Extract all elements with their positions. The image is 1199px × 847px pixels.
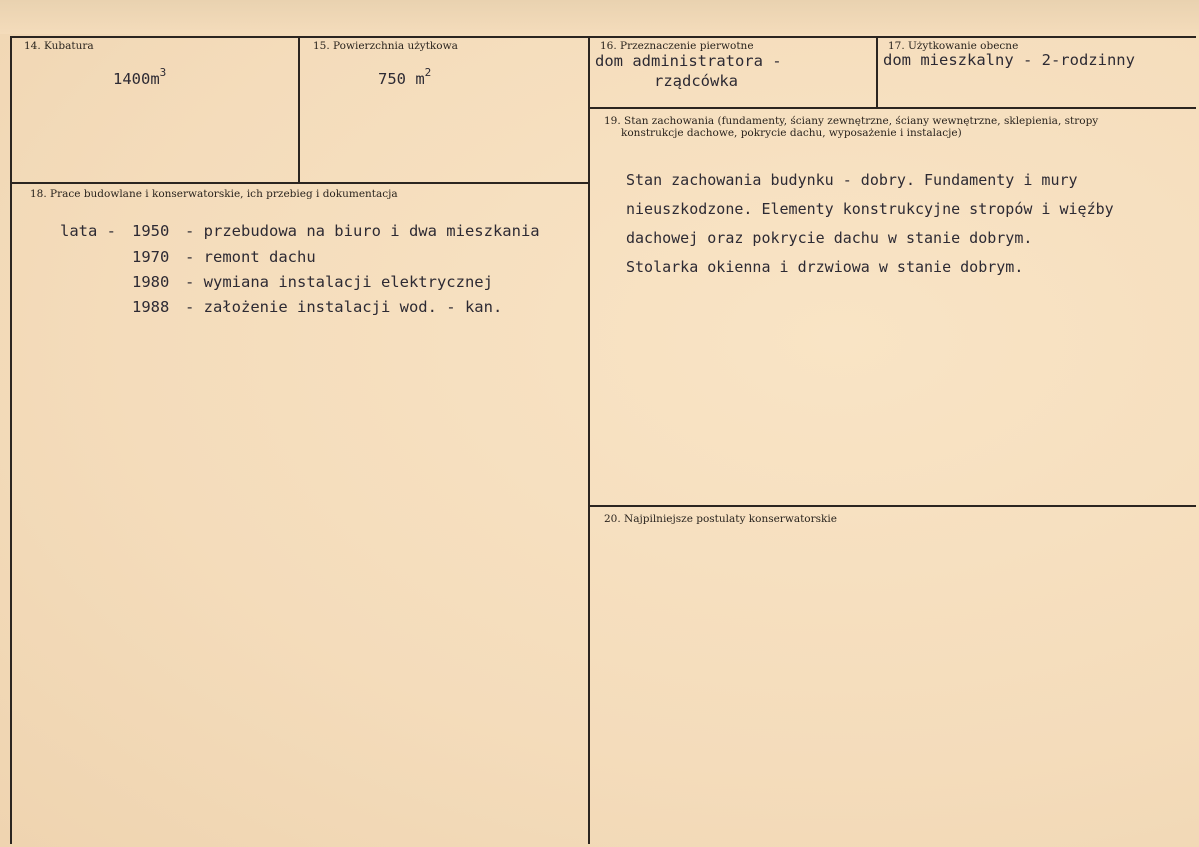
work-row-year: 1970 [132,248,170,266]
field-18-prefix: lata - [60,222,116,240]
field-16-label: 16. Przeznaczenie pierwotne [600,40,754,52]
field-19-label-line2: konstrukcje dachowe, pokrycie dachu, wyposażenie i instalacje) [621,127,962,139]
divider-16-17 [876,38,878,108]
left-border [10,36,12,844]
field-16-line1: dom administratora - [595,52,782,70]
field-14-value [113,66,167,88]
work-row-text: - remont dachu [185,248,316,266]
field-14-sup: 3 [159,66,167,79]
field-16-line2: rządcówka [654,72,738,90]
condition-line: Stan zachowania budynku - dobry. Fundamenty i mury [626,171,1078,189]
divider-main [588,38,590,844]
divider-14-15 [298,38,300,182]
condition-line: nieuszkodzone. Elementy konstrukcyjne stropów i więźby [626,200,1114,218]
work-row-year: 1950 [132,222,170,240]
work-row-text: - przebudowa na biuro i dwa mieszkania [185,222,540,240]
card-top-edge [0,0,1199,34]
field-15-label: 15. Powierzchnia użytkowa [313,40,458,52]
field-15-sup: 2 [424,66,432,79]
field-15-number: 750 m [378,70,425,88]
work-row-year: 1988 [132,298,170,316]
condition-line: Stolarka okienna i drzwiowa w stanie dobrym. [626,258,1024,276]
condition-line: dachowej oraz pokrycie dachu w stanie dobrym. [626,229,1033,247]
field-17-value: dom mieszkalny - 2-rodzinny [883,51,1135,69]
divider-row-18 [10,182,588,184]
divider-row-19 [590,107,1196,109]
field-20-label: 20. Najpilniejsze postulaty konserwatorskie [604,513,837,525]
top-border [10,36,1196,38]
work-row-year: 1980 [132,273,170,291]
field-14-label: 14. Kubatura [24,40,94,52]
field-15-value [378,66,432,88]
field-19-label-line1: 19. Stan zachowania (fundamenty, ściany zewnętrzne, ściany wewnętrzne, sklepienia, stropy [604,115,1099,127]
divider-row-20 [590,505,1196,507]
work-row-text: - wymiana instalacji elektrycznej [185,273,493,291]
field-17-label: 17. Użytkowanie obecne [888,40,1019,52]
field-14-number: 1400m [113,70,160,88]
work-row-text: - założenie instalacji wod. - kan. [185,298,503,316]
field-19-text [626,166,1196,282]
field-18-label: 18. Prace budowlane i konserwatorskie, ich przebieg i dokumentacja [30,188,398,200]
